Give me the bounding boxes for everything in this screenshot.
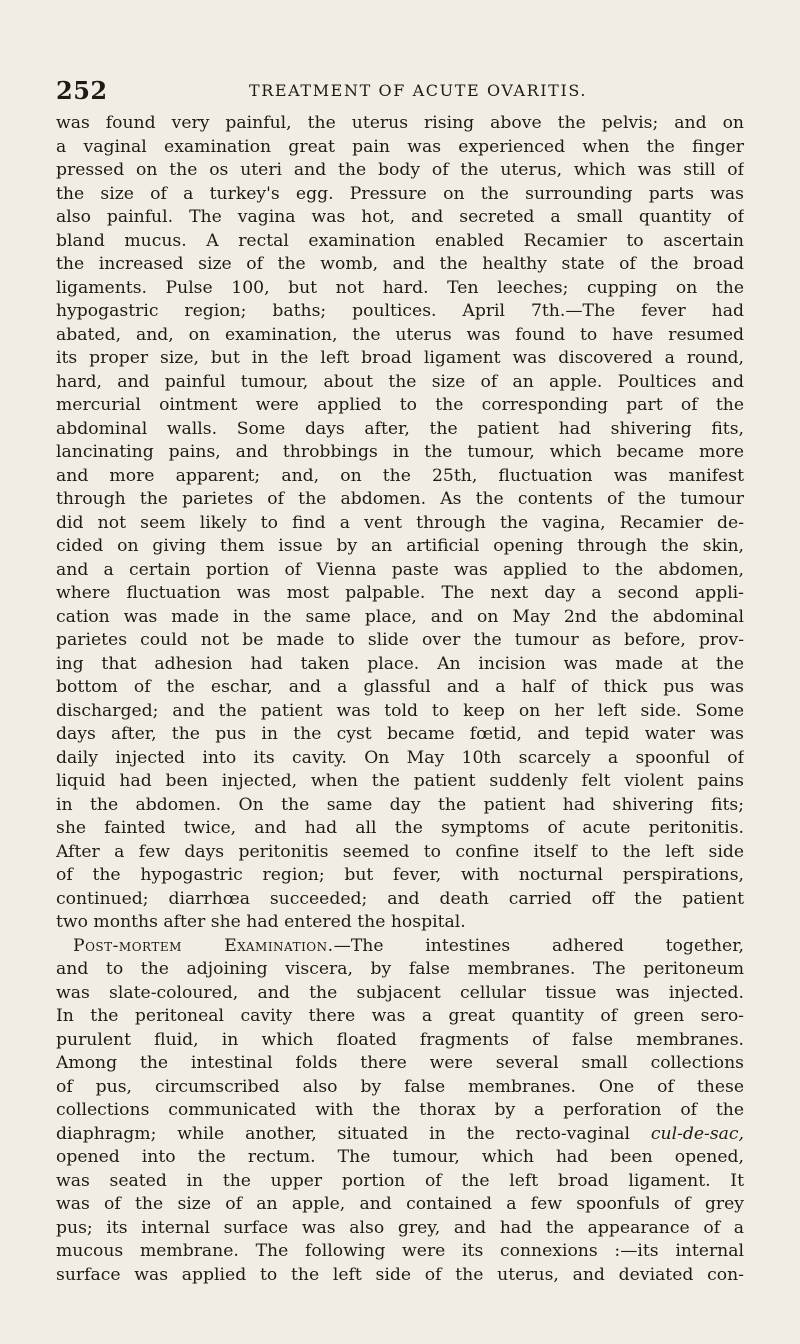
body-text	[56, 112, 744, 1287]
text-line: bland mucus. A rectal examination enabled Recamier to ascertain	[56, 230, 744, 251]
text-line: its proper size, but in the left broad ligament was discovered a round,	[56, 348, 744, 368]
text-line: was slate-coloured, and the subjacent cellular tissue was injected.	[56, 982, 744, 1003]
text-line: and a certain portion of Vienna paste was applied to the abdomen,	[56, 559, 744, 580]
text-line: of pus, circumscribed also by false membranes. One of these	[56, 1076, 744, 1097]
text-line: lancinating pains, and throbbings in the tumour, which became more	[56, 442, 744, 462]
paragraph-case-history	[56, 112, 744, 935]
text-line: the increased size of the womb, and the healthy state of the broad	[56, 254, 744, 274]
text-line: bottom of the eschar, and a glassful and a half of thick pus was	[56, 677, 744, 697]
text-line: cided on giving them issue by an artificial opening through the skin,	[56, 536, 744, 556]
paragraph-post-mortem-end	[56, 1146, 744, 1287]
text-line: hard, and painful tumour, about the size of an apple. Poultices and	[56, 371, 744, 392]
text-line: daily injected into its cavity. On May 10th scarcely a spoonful of	[56, 747, 744, 768]
post-mortem-heading-line	[56, 935, 744, 959]
text-line: cation was made in the same place, and on May 2nd the abdominal	[56, 606, 744, 627]
text-line: abated, and, on examination, the uterus was found to have resumed	[56, 324, 744, 345]
page-number: 252	[56, 76, 108, 105]
text-line: of the hypogastric region; but fever, with nocturnal perspirations,	[56, 865, 744, 885]
text-line: In the peritoneal cavity there was a great quantity of green sero-	[56, 1006, 744, 1026]
text-line: pus; its internal surface was also grey, and had the appearance of a	[56, 1217, 744, 1238]
page-header	[56, 78, 744, 104]
text-line: days after, the pus in the cyst became fœtid, and tepid water was	[56, 724, 744, 744]
text-line: discharged; and the patient was told to keep on her left side. Some	[56, 700, 744, 721]
text-line: purulent fluid, in which floated fragments of false membranes.	[56, 1029, 744, 1050]
text-line: collections communicated with the thorax by a perforation of the	[56, 1100, 744, 1120]
text-line: in the abdomen. On the same day the patient had shivering fits;	[56, 794, 744, 815]
text-line: and to the adjoining viscera, by false membranes. The peritoneum	[56, 959, 744, 979]
italic-phrase: cul-de-sac,	[650, 1123, 744, 1144]
text-line: surface was applied to the left side of the uterus, and deviated con-	[56, 1264, 744, 1285]
text-line: through the parietes of the abdomen. As the contents of the tumour	[56, 489, 744, 509]
text-line: Among the intestinal folds there were several small collections	[56, 1053, 744, 1073]
text-line: hypogastric region; baths; poultices. April 7th.—The fever had	[56, 301, 744, 321]
text-line: two months after she had entered the hospital.	[56, 912, 466, 932]
text-line-with-italic	[56, 1123, 744, 1147]
text-line: ligaments. Pulse 100, but not hard. Ten leeches; cupping on the	[56, 277, 744, 298]
text-line: was of the size of an apple, and contained a few spoonfuls of grey	[56, 1194, 744, 1214]
text-line: liquid had been injected, when the patient suddenly felt violent pains	[56, 771, 744, 791]
text-line: pressed on the os uteri and the body of the uterus, which was still of	[56, 160, 744, 180]
section-heading: Post-mortem Examination.	[73, 935, 334, 956]
running-head: TREATMENT OF ACUTE OVARITIS.	[248, 81, 588, 100]
text-line: also painful. The vagina was hot, and secreted a small quantity of	[56, 207, 744, 227]
text-line: opened into the rectum. The tumour, which had been opened,	[56, 1147, 744, 1167]
text-line: mucous membrane. The following were its connexions :—its internal	[56, 1241, 744, 1261]
text-line: where fluctuation was most palpable. The next day a second appli-	[56, 583, 744, 603]
heading-line-rest: —The intestines adhered together,	[333, 935, 744, 956]
text-line: a vaginal examination great pain was experienced when the finger	[56, 136, 744, 157]
text-line: ing that adhesion had taken place. An incision was made at the	[56, 653, 744, 674]
text-line: did not seem likely to find a vent through the vagina, Recamier de-	[56, 512, 744, 533]
text-line: was seated in the upper portion of the left broad ligament. It	[56, 1170, 744, 1191]
paragraph-post-mortem	[56, 958, 744, 1123]
text-line: diaphragm; while another, situated in the recto-vaginal	[56, 1123, 630, 1144]
text-line: continued; diarrhœa succeeded; and death carried off the patient	[56, 888, 744, 909]
text-line: the size of a turkey's egg. Pressure on the surrounding parts was	[56, 183, 744, 204]
text-line: After a few days peritonitis seemed to confine itself to the left side	[56, 841, 744, 862]
text-line: and more apparent; and, on the 25th, fluctuation was manifest	[56, 465, 744, 486]
text-line: parietes could not be made to slide over the tumour as before, prov-	[56, 630, 744, 650]
text-line: abdominal walls. Some days after, the patient had shivering fits,	[56, 418, 744, 439]
text-line: she fainted twice, and had all the symptoms of acute peritonitis.	[56, 818, 744, 838]
text-line: mercurial ointment were applied to the corresponding part of the	[56, 395, 744, 415]
text-line: was found very painful, the uterus rising above the pelvis; and on	[56, 113, 744, 133]
